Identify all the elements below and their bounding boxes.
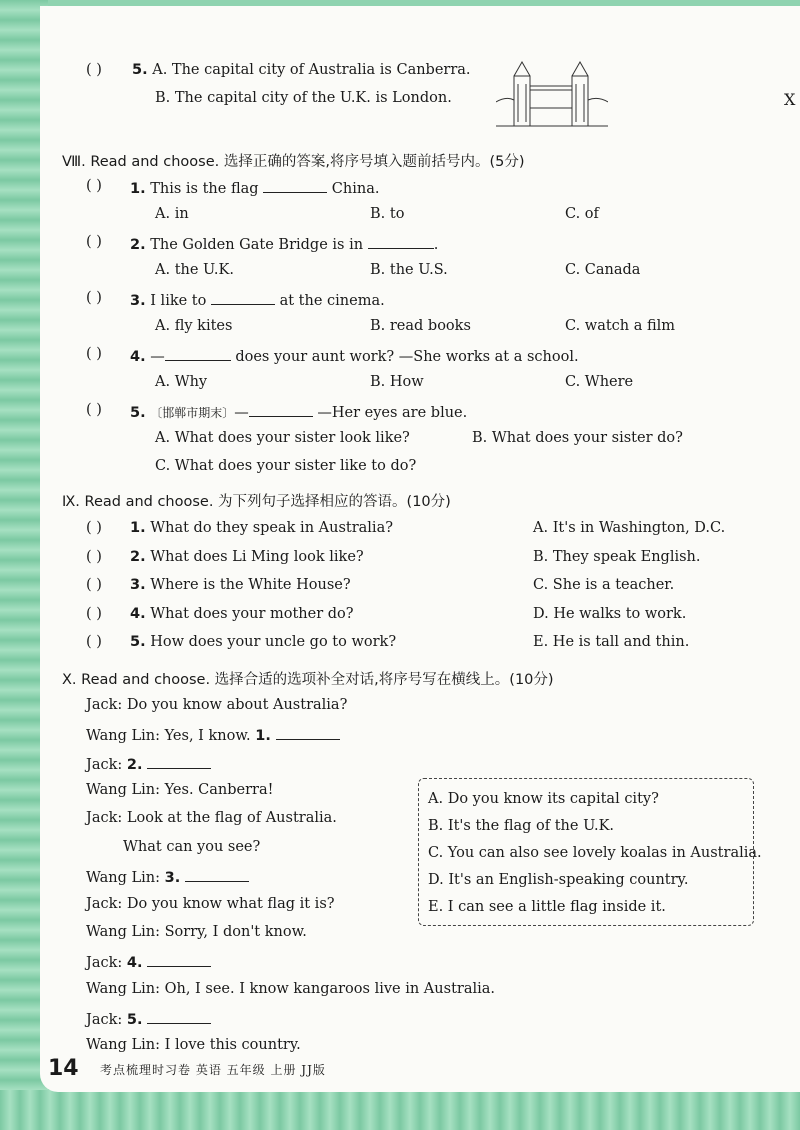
blank-line[interactable]: [147, 952, 211, 967]
footer-text: 考点梳理时习卷 英语 五年级 上册 JJ版: [100, 1063, 326, 1077]
blank-line[interactable]: [165, 346, 231, 361]
sec8-q2-opt-a: A. the U.K.: [155, 262, 234, 278]
sec8-q5-opt-a: A. What does your sister look like?: [155, 430, 410, 446]
sec8-q4-opt-a: A. Why: [155, 374, 208, 390]
section-9-heading: Ⅸ. Read and choose. 为下列句子选择相应的答语。(10分): [62, 494, 451, 510]
sec8-q1-opt-b: B. to: [370, 206, 405, 222]
dialogue-line: Wang Lin: Yes, I know. 1.: [86, 725, 340, 744]
answer-paren[interactable]: ( ): [86, 234, 102, 250]
dialogue-line: Jack: 4.: [86, 952, 211, 971]
sec8-q3-opt-c: C. watch a film: [565, 318, 676, 334]
sec8-q3: 3. I like to at the cinema.: [130, 290, 385, 309]
blank-line[interactable]: [276, 725, 340, 740]
sec9-ans-d: D. He walks to work.: [533, 606, 687, 622]
top-q5: 5. A. The capital city of Australia is Canberra.: [132, 62, 471, 78]
decorative-border-bottom: [0, 1090, 800, 1130]
sec9-ans-e: E. He is tall and thin.: [533, 634, 690, 650]
dialogue-line: Wang Lin: Sorry, I don't know.: [86, 924, 307, 940]
blank-line[interactable]: [211, 290, 275, 305]
sec8-q2-opt-c: C. Canada: [565, 262, 641, 278]
sec9-q4: 4. What does your mother do?: [130, 606, 354, 622]
sec8-q2-opt-b: B. the U.S.: [370, 262, 448, 278]
answer-paren[interactable]: ( ): [86, 520, 102, 536]
blank-line[interactable]: [249, 402, 313, 417]
section-8-heading: Ⅷ. Read and choose. 选择正确的答案,将序号填入题前括号内。(5分): [62, 154, 525, 170]
blank-line[interactable]: [147, 754, 211, 769]
answer-paren[interactable]: ( ): [86, 346, 102, 362]
dialogue-line: Wang Lin: I love this country.: [86, 1037, 301, 1053]
sec8-q3-opt-b: B. read books: [370, 318, 471, 334]
answer-paren[interactable]: ( ): [86, 577, 102, 593]
sec9-ans-b: B. They speak English.: [533, 549, 701, 565]
answer-paren[interactable]: ( ): [86, 606, 102, 622]
answer-paren[interactable]: ( ): [86, 178, 102, 194]
dialogue-line: Wang Lin: Yes. Canberra!: [86, 782, 274, 798]
sec9-q1: 1. What do they speak in Australia?: [130, 520, 393, 536]
sec8-q4: 4. — does your aunt work? —She works at a school.: [130, 346, 579, 365]
sec8-q2: 2. The Golden Gate Bridge is in .: [130, 234, 438, 253]
page-number: 14: [48, 1056, 79, 1081]
option-e: E. I can see a little flag inside it.: [428, 899, 666, 915]
option-b: B. It's the flag of the U.K.: [428, 818, 615, 834]
sec8-q5-opt-c: C. What does your sister like to do?: [155, 458, 417, 474]
option-d: D. It's an English-speaking country.: [428, 872, 689, 888]
top-q5-b: B. The capital city of the U.K. is London.: [155, 90, 452, 106]
option-a: A. Do you know its capital city?: [428, 791, 659, 807]
dialogue-line: Jack: Do you know about Australia?: [86, 697, 348, 713]
dialogue-line: Jack: Look at the flag of Australia.: [86, 810, 337, 826]
dialogue-line: Wang Lin: Oh, I see. I know kangaroos live in Australia.: [86, 981, 495, 997]
dialogue-line: Jack: 5.: [86, 1009, 211, 1028]
sec9-q3: 3. Where is the White House?: [130, 577, 351, 593]
sec9-ans-a: A. It's in Washington, D.C.: [533, 520, 726, 536]
section-10-heading: Ⅹ. Read and choose. 选择合适的选项补全对话,将序号写在横线上。(10分): [62, 672, 554, 688]
sec8-q4-opt-c: C. Where: [565, 374, 634, 390]
tower-bridge-illustration: [496, 56, 608, 132]
sec9-q2: 2. What does Li Ming look like?: [130, 549, 364, 565]
dialogue-line: Wang Lin: 3.: [86, 867, 249, 886]
sec8-q4-opt-b: B. How: [370, 374, 424, 390]
blank-line[interactable]: [147, 1009, 211, 1024]
answer-paren[interactable]: ( ): [86, 290, 102, 306]
sec8-q1-opt-c: C. of: [565, 206, 599, 222]
sec9-q5: 5. How does your uncle go to work?: [130, 634, 397, 650]
blank-line[interactable]: [368, 234, 434, 249]
sec8-q3-opt-a: A. fly kites: [155, 318, 233, 334]
sec8-q5: 5. 〔邯郸市期末〕— —Her eyes are blue.: [130, 402, 467, 421]
option-c: C. You can also see lovely koalas in Australia.: [428, 845, 762, 861]
sec9-ans-c: C. She is a teacher.: [533, 577, 675, 593]
answer-paren[interactable]: ( ): [86, 402, 102, 418]
edge-mark: X: [784, 90, 796, 109]
blank-line[interactable]: [185, 867, 249, 882]
answer-paren[interactable]: ( ): [86, 634, 102, 650]
answer-paren[interactable]: ( ): [86, 549, 102, 565]
dialogue-line: Jack: Do you know what flag it is?: [86, 896, 335, 912]
dialogue-line: Jack: 2.: [86, 754, 211, 773]
answer-paren[interactable]: ( ): [86, 62, 102, 78]
sec8-q5-opt-b: B. What does your sister do?: [472, 430, 683, 446]
dialogue-line: What can you see?: [123, 839, 261, 855]
sec8-q1-opt-a: A. in: [155, 206, 189, 222]
blank-line[interactable]: [263, 178, 327, 193]
sec8-q1: 1. This is the flag China.: [130, 178, 379, 197]
